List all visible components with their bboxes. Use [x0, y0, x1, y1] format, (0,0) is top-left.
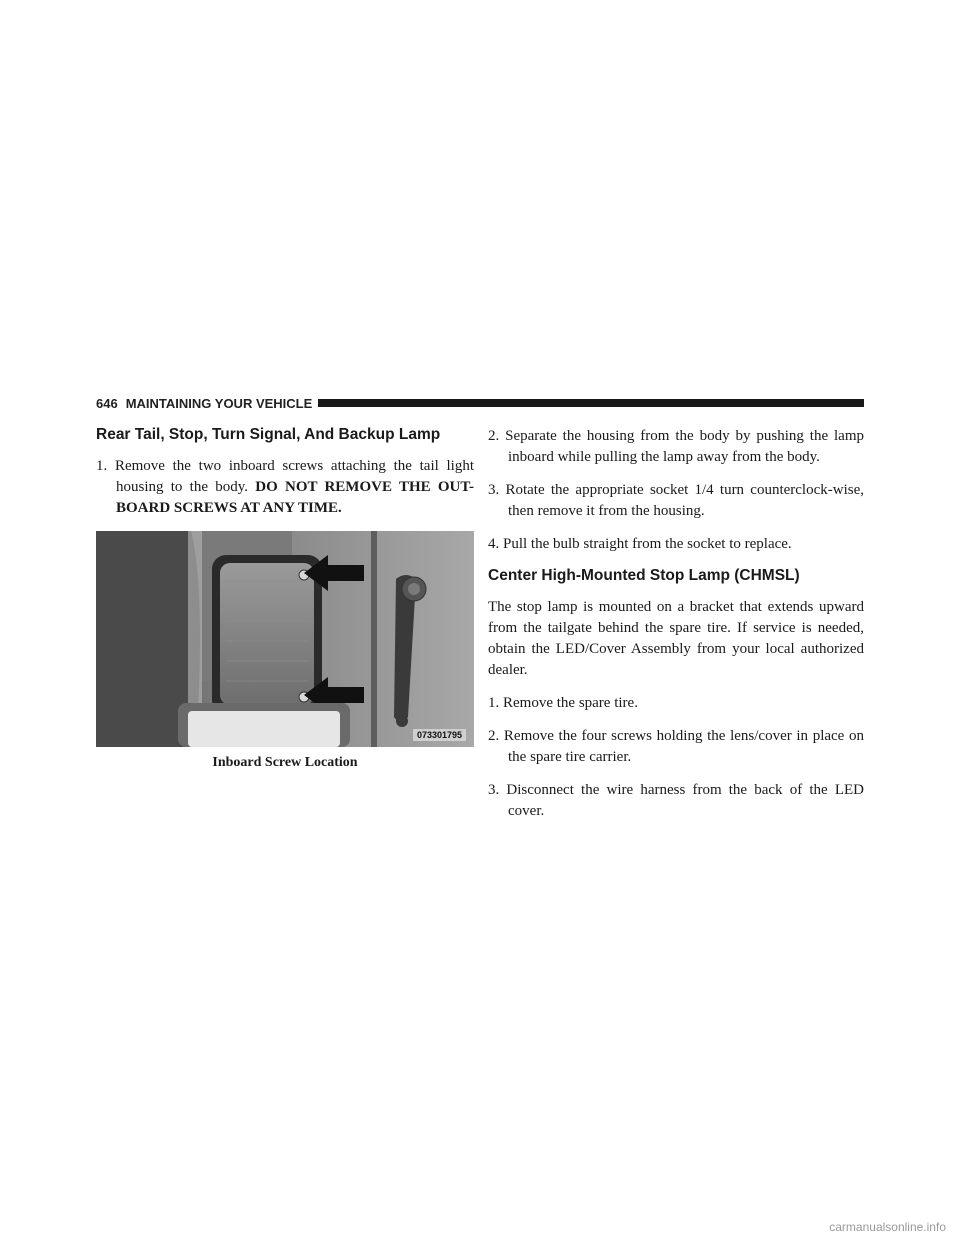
section-heading-rear-lamp: Rear Tail, Stop, Turn Signal, And Backup Lamp — [96, 426, 441, 443]
figure-code: 073301795 — [413, 729, 466, 741]
section-heading-chmsl: Center High-Mounted Stop Lamp (CHMSL) — [488, 567, 800, 584]
chmsl-step-3: 3. Disconnect the wire harness from the back of the LED cover. — [488, 782, 864, 819]
page-header — [96, 392, 864, 414]
tail-light-figure — [96, 531, 474, 747]
tail-light-illustration — [96, 531, 474, 747]
watermark: carmanualsonline.info — [829, 1220, 946, 1234]
chmsl-step-2: 2. Remove the four screws holding the lens/cover in place on the spare tire carrier. — [488, 728, 864, 765]
chmsl-step-1: 1. Remove the spare tire. — [488, 695, 638, 711]
page-number: 646 — [96, 395, 118, 411]
step-2: 2. Separate the housing from the body by pushing the lamp inboard while pulling the lamp away from the body. — [488, 428, 864, 465]
left-column — [96, 426, 474, 771]
header-rule — [318, 399, 864, 407]
chmsl-paragraph: The stop lamp is mounted on a bracket that extends upward from the tailgate behind the spare tire. If service is needed, obtain the LED/Cover Assembly from your local authorized dealer. — [488, 599, 864, 678]
right-column — [488, 426, 864, 834]
step-1-warning: DO NOT REMOVE THE OUT-BOARD SCREWS AT ANY TIME. — [116, 479, 474, 516]
section-title: MAINTAINING YOUR VEHICLE — [125, 395, 313, 411]
step-3: 3. Rotate the appropriate socket 1/4 turn counterclock-wise, then remove it from the housing. — [488, 482, 864, 519]
step-1-text: 1. Remove the two inboard screws attaching the tail light housing to the body. — [96, 458, 474, 495]
step-4: 4. Pull the bulb straight from the socket to replace. — [488, 536, 792, 552]
step-1 — [96, 456, 474, 519]
figure-caption: Inboard Screw Location — [212, 755, 358, 770]
